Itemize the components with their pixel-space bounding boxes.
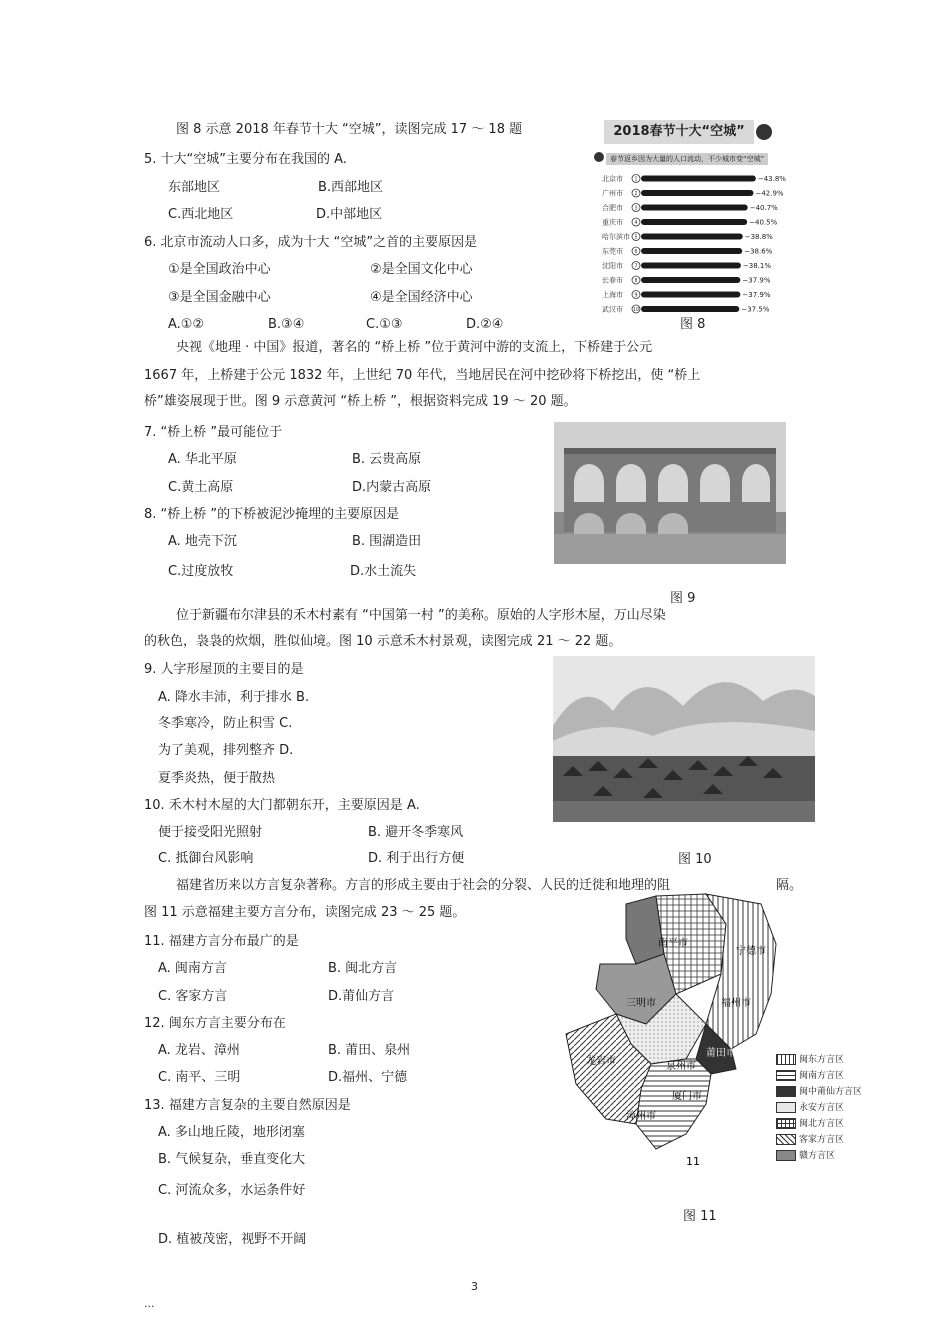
q11-option-a: A. 闽南方言	[158, 961, 227, 976]
bar-category-label: 北京市	[602, 175, 623, 183]
q10-option-d: D. 利于出行方便	[368, 851, 465, 866]
q13-option-c: C. 河流众多，水运条件好	[158, 1183, 306, 1198]
bar	[641, 263, 741, 269]
q10-option-c: C. 抵御台风影响	[158, 851, 254, 866]
intro4-line1-end: 隔。	[776, 878, 803, 893]
q12-option-d: D.福州、宁德	[328, 1070, 408, 1085]
city-label: 厦门市	[672, 1091, 702, 1102]
bar	[641, 248, 742, 254]
bar-value-label: −37.5%	[741, 305, 770, 314]
figure-10-caption: 图 10	[678, 852, 712, 867]
q6-option-a: A.①②	[168, 317, 205, 332]
chart-bars	[590, 170, 790, 322]
bar	[641, 205, 748, 211]
q5-option-d: D.中部地区	[316, 207, 383, 222]
legend-item	[776, 1052, 844, 1065]
q7-option-c: C.黄土高原	[168, 480, 234, 495]
city-label: 莆田市	[706, 1048, 736, 1059]
city-label: 福州市	[721, 998, 751, 1009]
q8-option-c: C.过度放牧	[168, 564, 234, 579]
bar-rank-label: 4	[634, 220, 638, 226]
q6-statement-4: ④是全国经济中心	[370, 290, 473, 305]
bar-value-label: −37.9%	[742, 291, 771, 299]
city-label: 漳州市	[626, 1111, 656, 1122]
legend-item	[776, 1148, 835, 1161]
bar	[641, 306, 739, 312]
intro2-line2: 1667 年，上桥建于公元 1832 年，上世纪 70 年代，当地居民在河中挖砂将下桥挖出，使 “桥上	[144, 368, 701, 383]
intro4-line2: 图 11 示意福建主要方言分布，读图完成 23 ～ 25 题。	[144, 905, 466, 920]
bar-category-label: 重庆市	[602, 218, 623, 227]
q13-stem: 13. 福建方言复杂的主要自然原因是	[144, 1098, 351, 1113]
bar	[641, 292, 740, 298]
city-label: 龙岩市	[586, 1056, 616, 1067]
figure-11-caption: 图 11	[683, 1209, 717, 1224]
q7-stem: 7. “桥上桥 ”最可能位于	[144, 425, 283, 440]
q9-line2: 冬季寒冷，防止积雪 C.	[158, 716, 293, 731]
q11-option-c: C. 客家方言	[158, 989, 228, 1004]
q5-stem: 5. 十大“空城”主要分布在我国的 A.	[144, 152, 347, 167]
q11-option-d: D.莆仙方言	[328, 989, 395, 1004]
bar-value-label: −40.5%	[749, 218, 778, 227]
chart-title: 2018春节十大“空城”	[604, 120, 754, 144]
intro3-line1: 位于新疆布尔津县的禾木村素有 “中国第一村 ”的美称。原始的人字形木屋，万山尽染	[176, 608, 666, 623]
bar-value-label: −42.9%	[755, 189, 784, 198]
q7-option-a: A. 华北平原	[168, 452, 237, 467]
legend-label: 闽南方言区	[799, 1071, 845, 1081]
q7-option-d: D.内蒙古高原	[352, 480, 432, 495]
q8-option-a: A. 地壳下沉	[168, 534, 237, 549]
bar-value-label: −38.8%	[744, 233, 773, 241]
city-label: 泉州市	[666, 1061, 696, 1072]
q9-stem: 9. 人字形屋顶的主要目的是	[144, 662, 304, 677]
q8-option-d: D.水土流失	[350, 564, 417, 579]
bar-rank-label: 10	[632, 307, 640, 313]
legend-item	[776, 1084, 862, 1097]
q6-statement-1: ①是全国政治中心	[168, 262, 271, 277]
figure-8-chart	[590, 112, 790, 322]
legend-label: 闽北方言区	[799, 1119, 845, 1129]
q5-option-b: B.西部地区	[318, 180, 384, 195]
q6-stem: 6. 北京市流动人口多，成为十大 “空城”之首的主要原因是	[144, 235, 478, 250]
legend-swatch	[776, 1118, 796, 1129]
bar-rank-label: 3	[634, 205, 638, 212]
legend-swatch	[776, 1070, 796, 1081]
legend-swatch	[776, 1134, 796, 1145]
bar-rank-label: 8	[634, 278, 638, 284]
footer-dots: ...	[144, 1297, 155, 1310]
bar	[641, 219, 747, 225]
intro-fig8: 图 8 示意 2018 年春节十大 “空城”，读图完成 17 ～ 18 题	[176, 122, 523, 137]
q13-option-a: A. 多山地丘陵，地形闭塞	[158, 1125, 305, 1140]
lantern-icon	[594, 152, 604, 162]
bar-category-label: 沈阳市	[602, 262, 623, 270]
bar-category-label: 广州市	[602, 189, 623, 198]
bar-category-label: 合肥市	[602, 204, 623, 212]
figure-10-village-photo	[553, 656, 815, 822]
bar-category-label: 上海市	[602, 291, 623, 299]
map-inner-label: 11	[686, 1155, 700, 1168]
q10-option-b: B. 避开冬季寒风	[368, 825, 464, 840]
bar-category-label: 武汉市	[602, 305, 623, 314]
legend-item	[776, 1116, 844, 1129]
lantern-icon	[756, 124, 772, 140]
q8-stem: 8. “桥上桥 ”的下桥被泥沙掩埋的主要原因是	[144, 507, 400, 522]
q9-line3: 为了美观，排列整齐 D.	[158, 743, 294, 758]
q13-option-d: D. 植被茂密，视野不开阔	[158, 1232, 307, 1247]
q12-stem: 12. 闽东方言主要分布在	[144, 1016, 286, 1031]
bar-category-label: 长春市	[602, 276, 623, 285]
map-legend	[776, 1052, 866, 1172]
legend-label: 闽中莆仙方言区	[799, 1087, 863, 1097]
legend-swatch	[776, 1102, 796, 1113]
q9-line4: 夏季炎热，便于散热	[158, 771, 276, 786]
village-illustration	[553, 656, 815, 822]
legend-swatch	[776, 1054, 796, 1065]
q13-option-b: B. 气候复杂，垂直变化大	[158, 1152, 306, 1167]
q6-statement-2: ②是全国文化中心	[370, 262, 473, 277]
legend-swatch	[776, 1150, 796, 1161]
figure-11-dialect-map	[556, 884, 866, 1174]
bar-rank-label: 1	[634, 176, 638, 183]
intro3-line2: 的秋色，袅袅的炊烟，胜似仙境。图 10 示意禾木村景观，读图完成 21 ～ 22 题。	[144, 634, 622, 649]
legend-label: 客家方言区	[799, 1135, 845, 1145]
bar-rank-label: 9	[634, 292, 638, 299]
bar	[641, 176, 756, 182]
intro4-line1: 福建省历来以方言复杂著称。方言的形成主要由于社会的分裂、人民的迁徙和地理的阻	[176, 878, 671, 893]
legend-item	[776, 1068, 844, 1081]
legend-label: 闽东方言区	[799, 1055, 845, 1065]
bar	[641, 234, 743, 240]
bar-rank-label: 6	[634, 249, 638, 255]
q10-option-a: 便于接受阳光照射	[158, 825, 263, 840]
legend-swatch	[776, 1086, 796, 1097]
q7-option-b: B. 云贵高原	[352, 452, 422, 467]
q11-stem: 11. 福建方言分布最广的是	[144, 934, 299, 949]
q6-option-d: D.②④	[466, 317, 504, 332]
bar-value-label: −37.9%	[742, 276, 771, 285]
q11-option-b: B. 闽北方言	[328, 961, 398, 976]
bar-value-label: −38.6%	[744, 247, 773, 256]
q12-option-c: C. 南平、三明	[158, 1070, 241, 1085]
q6-option-b: B.③④	[268, 317, 305, 332]
q5-option-a: 东部地区	[168, 180, 221, 195]
bridge-illustration	[554, 422, 786, 564]
bar	[641, 277, 740, 283]
page-number: 3	[471, 1280, 478, 1293]
q8-option-b: B. 围湖造田	[352, 534, 422, 549]
figure-9-bridge-photo	[554, 422, 786, 564]
figure-8-caption: 图 8	[680, 317, 706, 332]
bar-category-label: 哈尔滨市	[602, 233, 630, 241]
bar-category-label: 东莞市	[602, 247, 623, 256]
bar-rank-label: 2	[634, 191, 638, 197]
city-label: 三明市	[626, 998, 656, 1009]
bar-rank-label: 7	[634, 263, 638, 270]
q12-option-b: B. 莆田、泉州	[328, 1043, 411, 1058]
city-label: 南平市	[658, 938, 688, 949]
legend-item	[776, 1132, 844, 1145]
q5-option-c: C.西北地区	[168, 207, 234, 222]
legend-label: 赣方言区	[799, 1151, 836, 1161]
legend-item	[776, 1100, 844, 1113]
figure-9-caption: 图 9	[670, 591, 696, 606]
q9-line1: A. 降水丰沛，利于排水 B.	[158, 690, 310, 705]
q6-statement-3: ③是全国金融中心	[168, 290, 271, 305]
bar-value-label: −40.7%	[749, 204, 778, 212]
bar-rank-label: 5	[634, 234, 638, 241]
bar-value-label: −43.8%	[757, 175, 786, 183]
city-label: 宁德市	[736, 946, 766, 957]
q10-stem: 10. 禾木村木屋的大门都朝东开，主要原因是 A.	[144, 798, 420, 813]
q6-option-c: C.①③	[366, 317, 403, 332]
chart-subtitle: 春节返乡因为大量的人口流动，不少城市变“空城”	[606, 153, 768, 165]
intro2-line3: 桥”雄姿展现于世。图 9 示意黄河 “桥上桥 ”，根据资料完成 19 ～ 20 题。	[144, 394, 577, 409]
intro2-line1: 央视《地理 · 中国》报道，著名的 “桥上桥 ”位于黄河中游的支流上，下桥建于公元	[176, 340, 653, 355]
bar	[641, 190, 753, 196]
q12-option-a: A. 龙岩、漳州	[158, 1043, 240, 1058]
legend-label: 永安方言区	[799, 1103, 845, 1113]
bar-value-label: −38.1%	[742, 262, 772, 270]
